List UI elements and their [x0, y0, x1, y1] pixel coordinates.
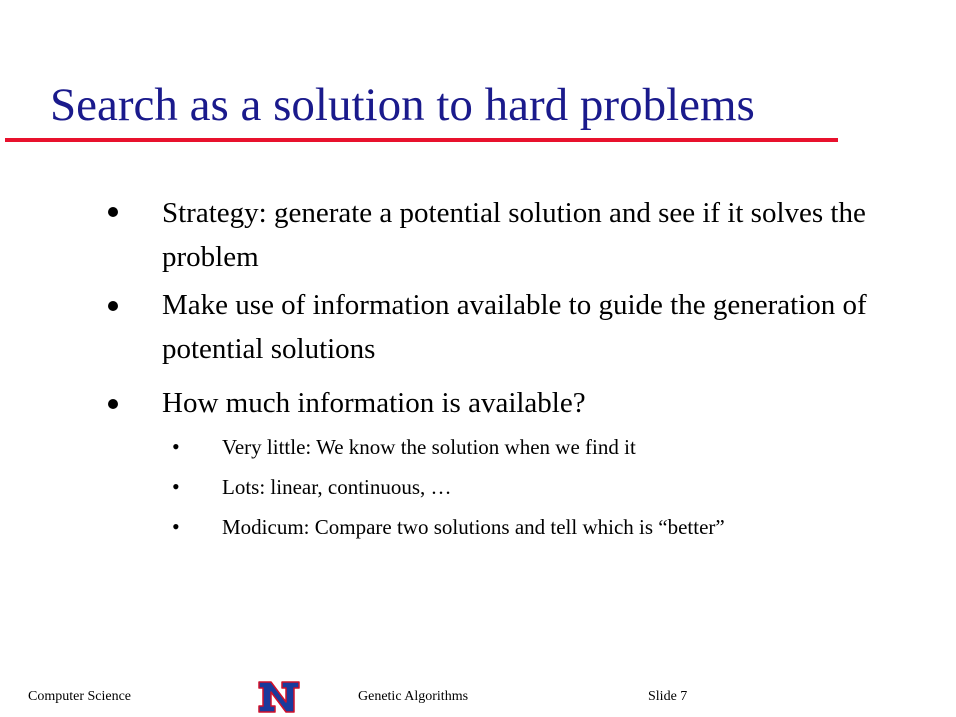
sub-bullet-marker: •	[172, 514, 180, 539]
sub-bullet-text: Very little: We know the solution when we find it	[222, 435, 636, 459]
footer-slide-number: Slide 7	[648, 689, 688, 704]
bullet-text: How much information is available?	[162, 387, 586, 419]
sub-bullet-item	[172, 472, 892, 502]
sub-bullet-item	[172, 432, 892, 462]
footer-department: Computer Science	[28, 689, 132, 704]
bullet-text: Strategy: generate a potential solution and see if it solves the problem	[162, 197, 866, 273]
sub-bullet-text: Modicum: Compare two solutions and tell which is “better”	[222, 515, 725, 539]
sub-bullet-marker: •	[172, 474, 180, 499]
sub-bullet-marker: •	[172, 434, 180, 459]
footer-course: Genetic Algorithms	[358, 689, 469, 704]
bullet-text: Make use of information available to guide the generation of potential solutions	[162, 289, 867, 365]
bullet-dot-icon	[108, 301, 118, 311]
sub-bullet-text: Lots: linear, continuous, …	[222, 475, 452, 499]
bullet-dot-icon	[108, 207, 118, 217]
sub-bullet-item	[172, 512, 892, 542]
university-n-logo-icon	[256, 680, 302, 714]
bullet-dot-icon	[108, 399, 118, 409]
slide-title: Search as a solution to hard problems	[50, 79, 755, 131]
